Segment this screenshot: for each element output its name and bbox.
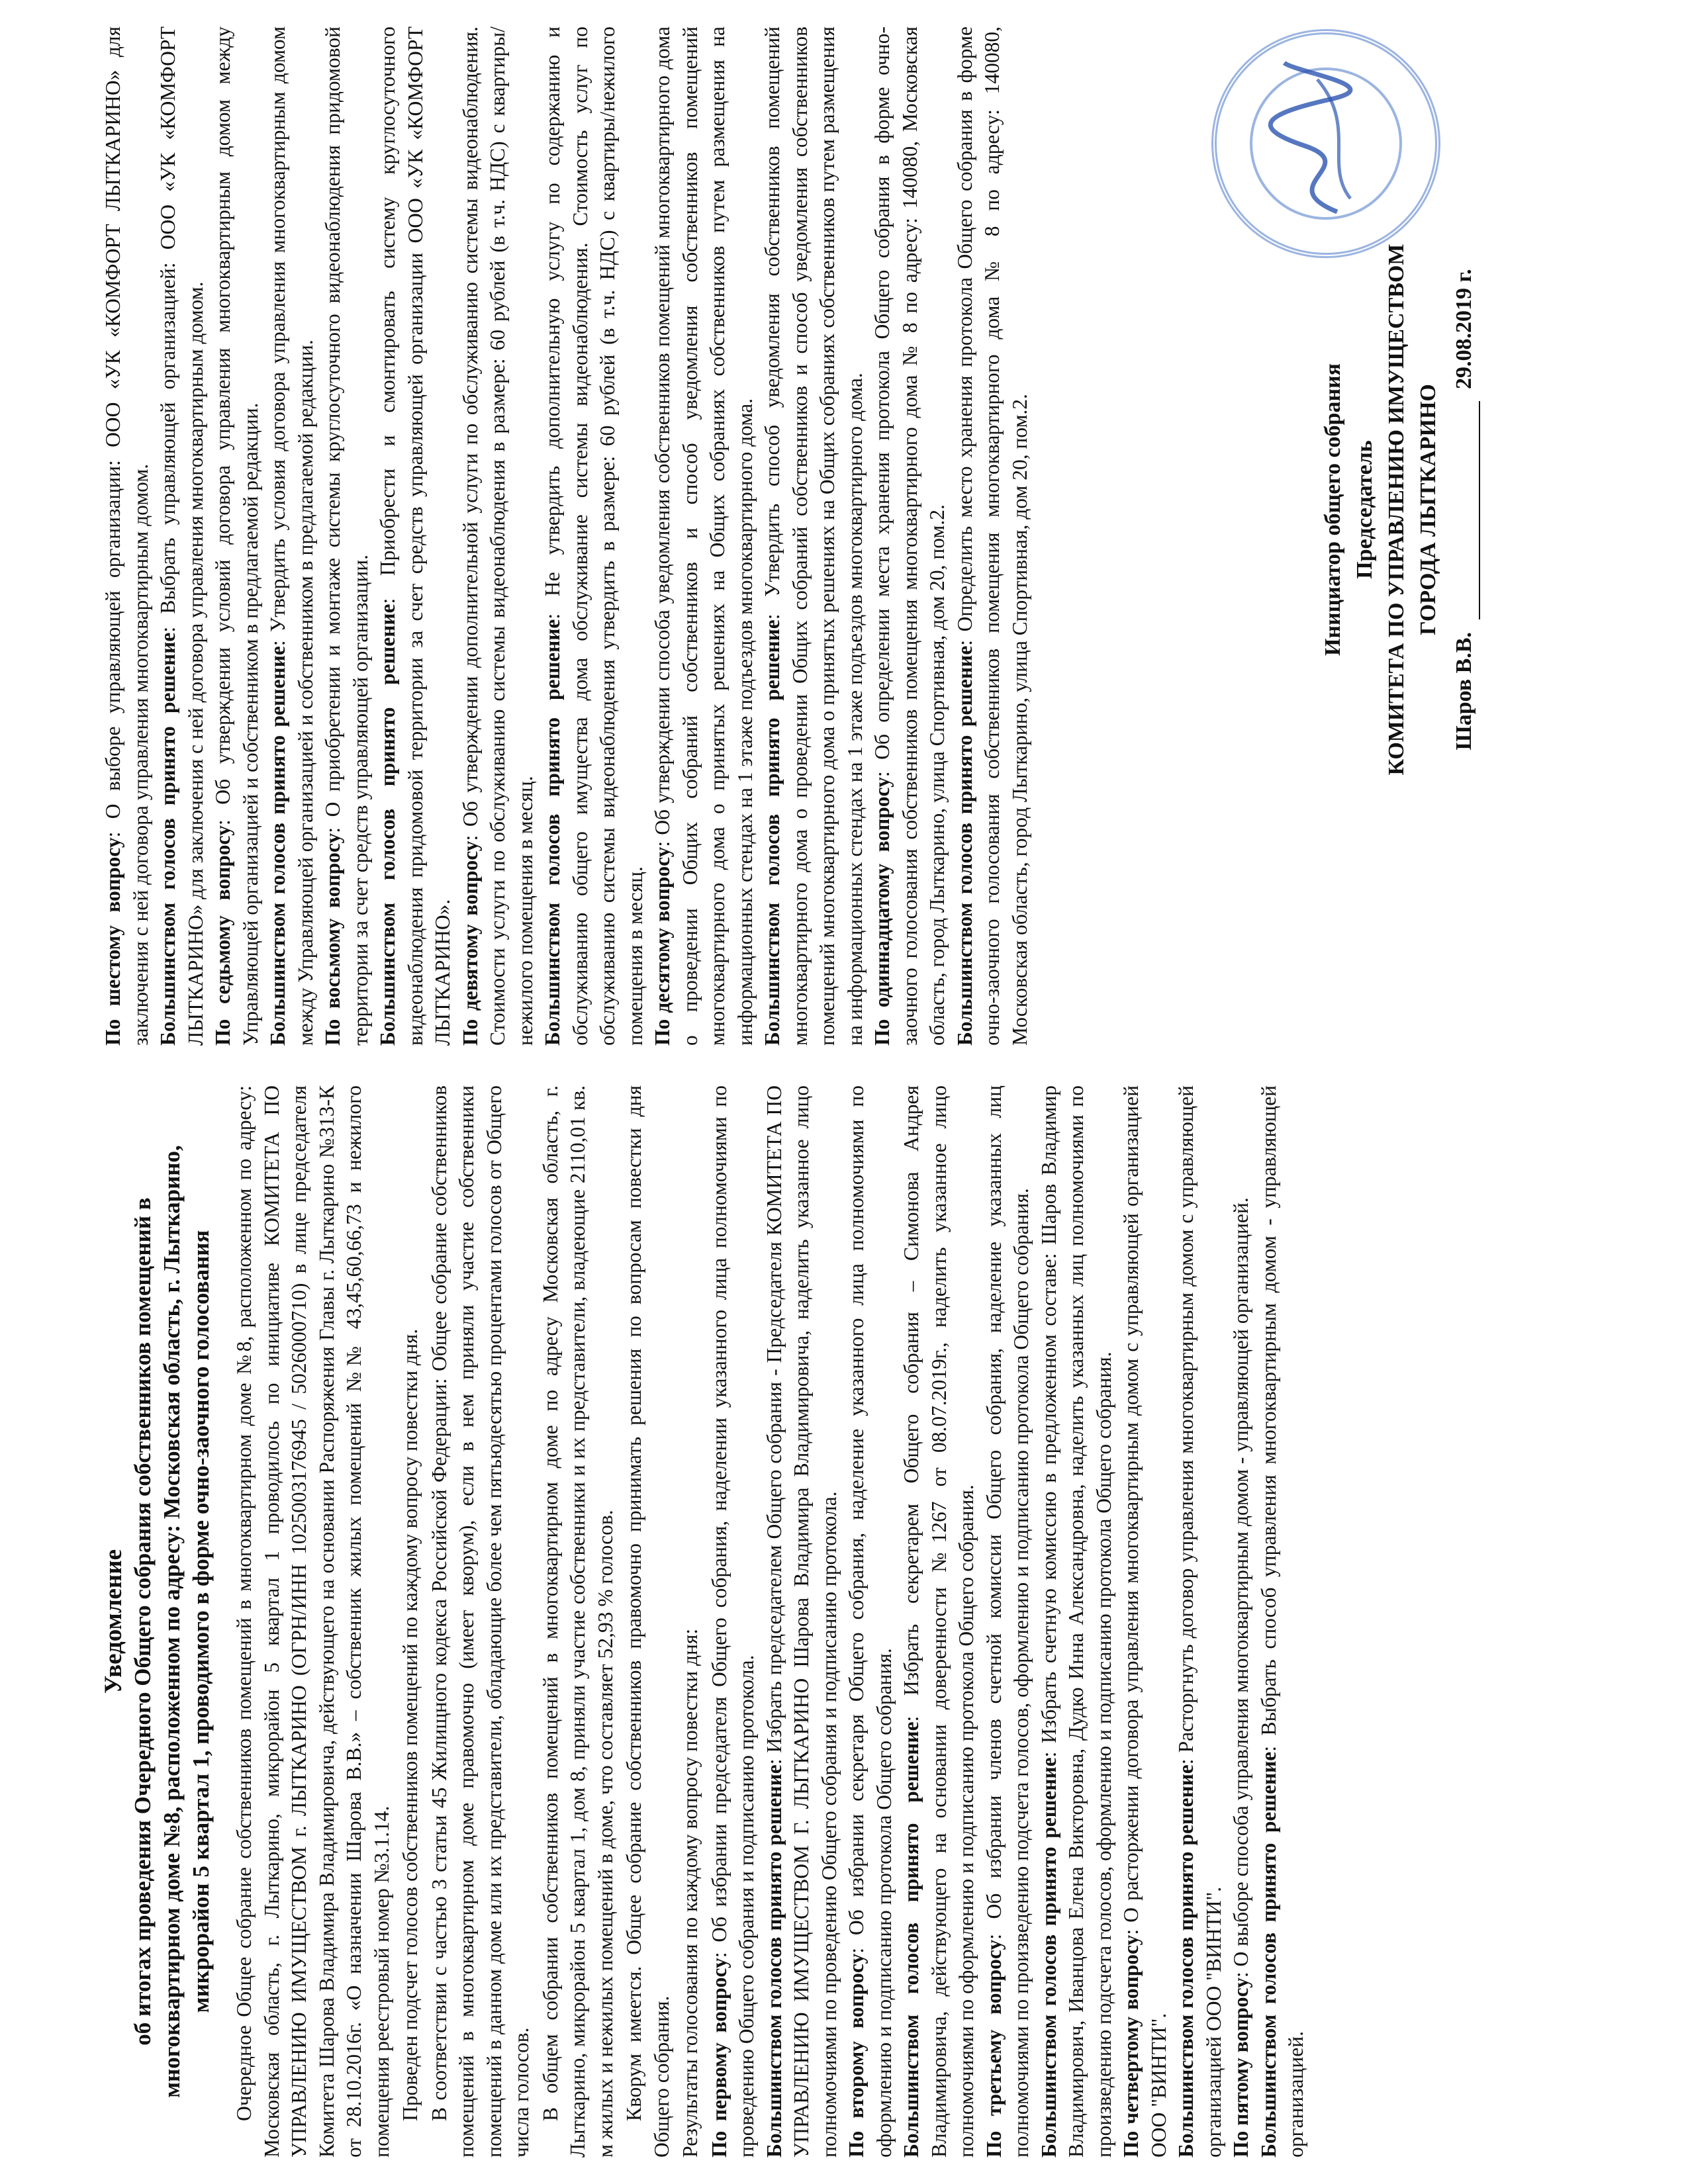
question-4-text: : О расторжении договора управления многоквартирным домом с управляющей организацией ООО "ВИНТИ". [1119, 1085, 1170, 2158]
decision-3-text: : Избрать счетную комиссию в предложенном составе: Шаров Владимир Владимирович, Иванцова Елена Викторовна, Дудко Инна Александровна, наделить указанных лиц полномочиями по произведению подсчета голосов, оформлению и подписанию протокола Общего собрания. [1037, 1085, 1115, 2158]
question-11-label: По одиннадцатому вопросу [870, 777, 894, 1046]
decision-label: Большинством голосов принято решение [761, 619, 784, 1046]
question-7-text: : Об утверждении условий договора управления многоквартирным домом между Управляющей организацией и собственником в предлагаемой редакции. [211, 26, 262, 1046]
question-2-text: : Об избрании секретаря Общего собрания, наделение указанного лица полномочиями по оформлению и подписанию протокола Общего собрания. [845, 1085, 896, 2158]
question-3-label: По третьему вопросу [982, 1939, 1006, 2158]
question-11-text: : Об определении места хранения протокола Общего собрания в форме очно-заочного голосования собственников помещения многоквартирного дома № 8 по адресу: 140080, Московская область, город Лыткарино, улица Спортивная, дом 20, пом.2. [870, 26, 949, 1046]
question-4-label: По четвертому вопросу [1119, 1934, 1143, 2158]
participation-paragraph: В общем собрании собственников помещений в многоквартирном доме по адресу Московская область, г. Лыткарино, микрорайон 5 квартал 1, дом 8, приняли участие собственники и их представители, владеющие 2110,01 кв. м жилых и нежилых помещений в доме, что составляет 52,93 % голосов. [538, 1085, 617, 2158]
decision-10 [759, 26, 868, 1046]
question-2-label: По второму вопросу [845, 1953, 868, 2158]
signature-position: Председатель [1352, 440, 1377, 579]
signature-underline [1456, 402, 1480, 620]
intro-paragraph: Очередное Общее собрание собственников помещений в многоквартирном доме №8, расположенном по адресу: Московская область, г. Лыткарино, микрорайон 5 квартал 1 проводилось по инициативе КОМИТЕТА ПО УПРАВЛЕНИЮ ИМУЩЕСТВОМ г. ЛЫТКАРИНО (ОГРН/ИНН 1025003176945 / 5026000710) в лице председателя Комитета Шарова Владимира Владимировича, действующего на основании Распоряжения Главы г. Лыткарино №313-К от 28.10.2016г. «О назначении Шарова В.В.» – собственник жилых помещений №№ 43,45,60,66,73 и нежилого помещения реестровый номер №3.1.14. [232, 1085, 393, 2158]
decision-6-text: : Выбрать управляющей организацией: ООО «УК «КОМФОРТ ЛЫТКАРИНО» для заключения с ней договора управления многоквартирным домом. [156, 26, 207, 1046]
question-10 [649, 26, 759, 1046]
decision-8 [374, 26, 457, 1046]
signature-initiator: Инициатор общего собрания [1321, 363, 1345, 657]
signature-org-1: КОМИТЕТА ПО УПРАВЛЕНИЮ ИМУЩЕСТВОМ [1384, 244, 1409, 776]
decision-label: Большинством голосов принято решение [762, 1764, 786, 2158]
decision-9-text: : Не утвердить дополнительную услугу по содержанию и обслуживанию общего имущества дома обслуживание системы видеонаблюдения. Стоимость услуг по обслуживанию системы видеонаблюдения утвердить в размере: 60 рублей (в т.ч. НДС) с квартиры/нежилого помещения в месяц. [541, 26, 647, 1046]
question-6-text: : О выборе управляющей организации: ООО «УК «КОМФОРТ ЛЫТКАРИНО» для заключения с ней договора управления многоквартирным домом. [101, 26, 152, 1046]
notice-title: Уведомление [100, 1549, 127, 1694]
vote-count-paragraph: Проведен подсчет голосов собственников помещений по каждому вопросу повестки дня. [399, 1328, 422, 2121]
signature-date: 29.08.2019 г. [1452, 269, 1476, 389]
question-11 [868, 26, 951, 1046]
question-10-text: : Об утверждении способа уведомления собственников помещений многоквартирного дома о проведении Общих собраний собственников и способ уведомления собственников помещений многоквартирного дома о принятых решениях на Общих собраниях собственников путем размещения на информационных стендах на 1 этаже подъездов многоквартирного дома. [651, 26, 757, 1046]
signature-name: Шаров В.В. [1452, 632, 1476, 751]
question-6 [99, 26, 154, 1046]
decision-label: Большинством голосов принято решение [266, 646, 289, 1046]
notice-subtitle-2: многоквартирном доме №8, расположенном по адресу: Московская область, г. Лыткарино, [159, 1145, 185, 2098]
decision-label: Большинством голосов принято решение [376, 604, 399, 1046]
question-4 [1117, 1085, 1172, 2158]
decision-9 [539, 26, 649, 1046]
decision-7-text: : Утвердить условия договора управления многоквартирным домом между Управляющей организацией и собственником в предлагаемой редакции. [266, 26, 317, 1046]
question-7 [209, 26, 264, 1046]
question-8-text: : О приобретении и монтаже системы круглосуточного видеонаблюдения придомовой территории за счет средств управляющей организации. [321, 26, 372, 1046]
question-6-label: По шестому вопросу [101, 837, 124, 1046]
question-10-label: По десятому вопросу [651, 846, 674, 1046]
decision-label: Большинством голосов принято решение [953, 645, 976, 1046]
decision-2 [898, 1085, 980, 2158]
question-3 [980, 1085, 1035, 2158]
question-5-text: : О выборе способа управления многоквартирным домом - управляющей организацией. [1229, 1197, 1252, 1978]
question-1-label: По первому вопросу [707, 1958, 731, 2158]
question-2 [843, 1085, 898, 2158]
decision-label: Большинством голосов принято решение [156, 632, 179, 1046]
results-intro: Результаты голосования по каждому вопросу повестки дня: [679, 1628, 702, 2158]
decision-7 [264, 26, 319, 1046]
question-5-label: По пятому вопросу [1229, 1978, 1252, 2158]
decision-label: Большинством голосов принято решение [1174, 1764, 1197, 2158]
right-column [99, 26, 1033, 1046]
decision-label: Большинством голосов принято решение [541, 619, 564, 1046]
signature-block [1317, 20, 1480, 999]
decision-4 [1172, 1085, 1227, 2158]
decision-label: Большинством голосов принято решение [900, 1721, 923, 2158]
left-column [99, 1085, 1310, 2158]
decision-5-text: : Выбрать способ управления многоквартирным домом - управляющей организацией. [1256, 1085, 1307, 2158]
decision-3 [1035, 1085, 1118, 2158]
decision-2-text: : Избрать секретарем Общего собрания – Симонова Андрея Владимировича, действующего на основании доверенности №1267 от 08.07.2019г., наделить указанное лицо полномочиями по оформлению и подписанию протокола Общего собрания. [900, 1085, 978, 2158]
question-9 [457, 26, 539, 1046]
decision-1-text: : Избрать председателем Общего собрания - Председателя КОМИТЕТА ПО УПРАВЛЕНИЮ ИМУЩЕСТВОМ Г. ЛЫТКАРИНО Шарова Владимира Владимировича, наделить указанное лицо полномочиями по проведению Общего собрания и подписанию протокола. [762, 1085, 841, 2158]
question-7-label: По седьмому вопросу [211, 825, 234, 1046]
decision-11 [951, 26, 1034, 1046]
notice-heading [99, 1085, 216, 2158]
notice-subtitle-3: микрорайон 5 квартал 1, проводимого в форме очно-заочного голосования [188, 1230, 214, 2013]
quorum-law-paragraph: В соответствии с частью 3 статьи 45 Жилищного кодекса Российской Федерации: Общее собрание собственников помещений в многоквартирном доме правомочно (имеет кворум), если в нем приняли участие собственники помещений в данном доме или их представители, обладающие более чем пятьюдесятью процентами голосов от Общего числа голосов. [427, 1085, 533, 2158]
decision-10-text: : Утвердить способ уведомления собственников помещений многоквартирного дома о проведении Общих собраний собственников и способ уведомления собственников помещений многоквартирного дома о принятых решениях на Общих собраниях собственников путем размещения на информационных стендах на 1 этаже подъездов многоквартирного дома. [761, 26, 867, 1046]
question-9-text: : Об утверждении дополнительной услуги по обслуживанию системы видеонаблюдения. Стоимости услуги по обслуживанию системы видеонаблюдения в размере: 60 рублей (в т.ч. НДС) с квартиры/нежилого помещения в месяц. [458, 26, 537, 1046]
decision-11-text: : Определить место хранения протокола Общего собрания в форме очно-заочного голосования собственников помещения многоквартирного дома № 8 по адресу: 140080, Московская область, город Лыткарино, улица Спортивная, дом 20, пом.2. [953, 26, 1031, 1046]
question-5 [1227, 1085, 1255, 2158]
question-8-label: По восьмому вопросу [321, 833, 344, 1046]
decision-6 [154, 26, 209, 1046]
decision-label: Большинством голосов принято решение [1256, 1751, 1280, 2158]
question-3-text: : Об избрании членов счетной комиссии Общего собрания, наделение указанных лиц полномочиями по произведению подсчета голосов, оформлению и подписанию протокола Общего собрания. [982, 1085, 1033, 2158]
decision-1 [761, 1085, 843, 2158]
quorum-paragraph: Кворум имеется. Общее собрание собственников правомочно принимать решения по вопросам повестки дня Общего собрания. [622, 1085, 673, 2158]
decision-8-text: : Приобрести и смонтировать систему круглосуточного видеонаблюдения придомовой территории за счет средств управляющей организации ООО «УК «КОМФОРТ ЛЫТКАРИНО». [376, 26, 454, 1046]
decision-4-text: : Расторгнуть договор управления многоквартирным домом с управляющей организацией ООО "ВИНТИ". [1174, 1085, 1225, 2158]
question-1 [706, 1085, 761, 2158]
question-1-text: : Об избрании председателя Общего собрания, наделении указанного лица полномочиями по проведению Общего собрания и подписанию протокола. [707, 1085, 758, 2158]
question-9-label: По девятому вопросу [458, 841, 482, 1046]
decision-5 [1255, 1085, 1310, 2158]
signature-org-2: ГОРОДА ЛЫТКАРИНО [1416, 384, 1440, 635]
notice-subtitle-1: об итогах проведения Очередного Общего собрания собственников помещений в [130, 1197, 156, 2046]
decision-label: Большинством голосов принято решение [1037, 1757, 1060, 2158]
signature-line [1448, 20, 1480, 999]
question-8 [319, 26, 374, 1046]
